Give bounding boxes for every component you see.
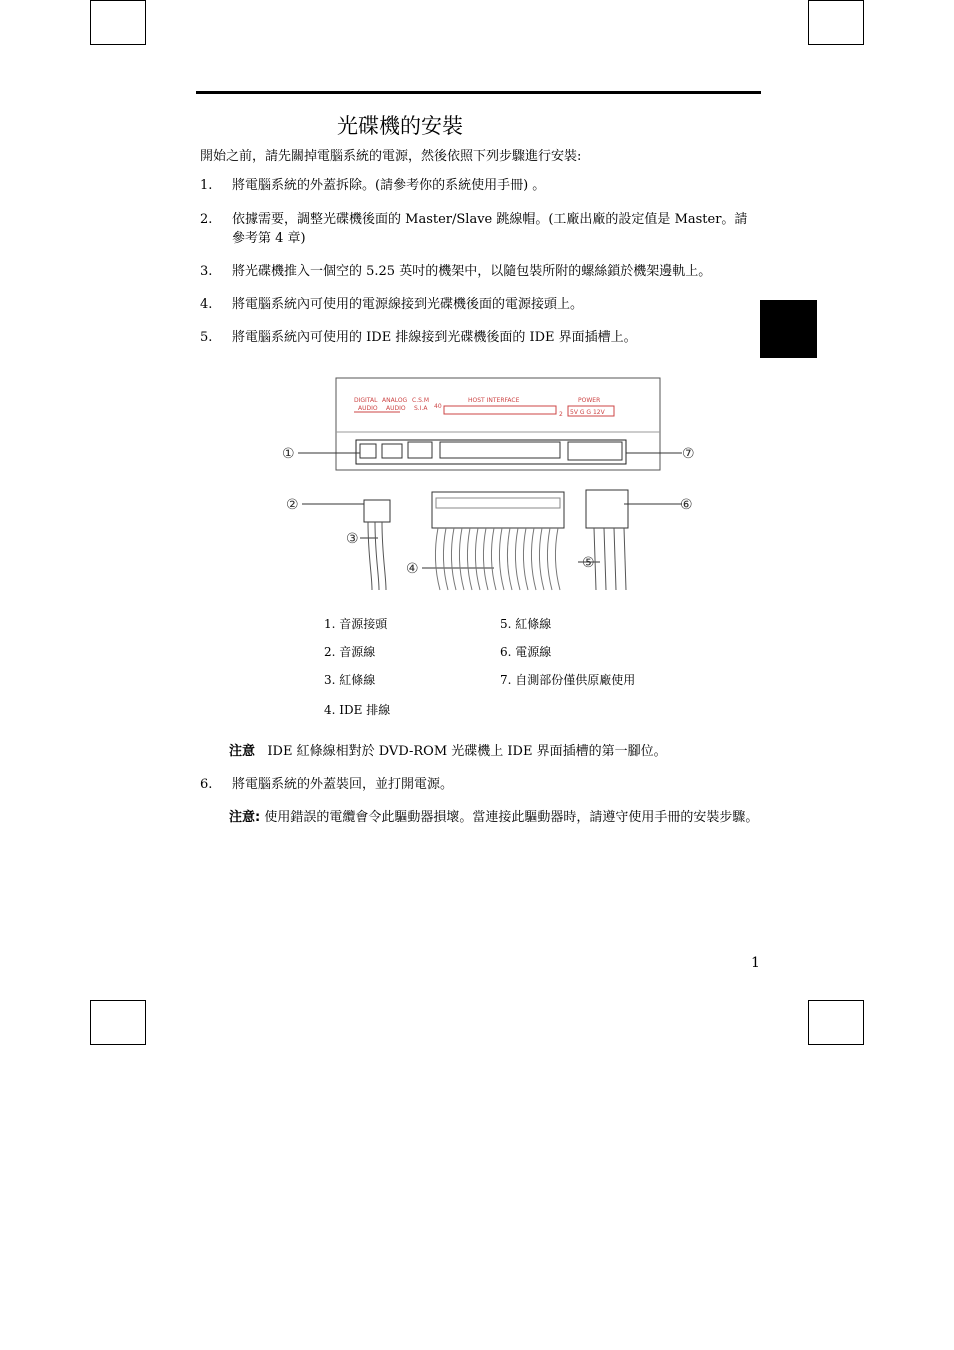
label-audio-2: AUDIO [386,405,406,412]
step-text: 依據需要，調整光碟機後面的 Master/Slave 跳線帽。(工廠出廠的設定值是 Master。請參考第 4 章) [232,212,748,246]
legend-item: 1. 音源接頭 [324,617,388,631]
legend-item: 5. 紅條線 [500,617,552,631]
legend-item: 7. 自測部份僅供原廠使用 [500,673,636,687]
label-voltage: 5V G G 12V [570,409,605,416]
section-tab [760,300,817,358]
legend-item: 4. IDE 排線 [324,703,391,717]
callout-3: ③ [346,531,359,547]
step-number: 3. [200,264,213,279]
label-power: POWER [578,397,601,404]
step-text: 將電腦系統的外蓋拆除。(請參考你的系統使用手冊) 。 [232,178,546,193]
note-text: IDE 紅條線相對於 DVD-ROM 光碟機上 IDE 界面插槽的第一腳位。 [267,744,667,759]
step-text: 將電腦系統內可使用的電源線接到光碟機後面的電源接頭上。 [232,297,584,312]
note-label: 注意: [229,810,261,825]
step-text: 將電腦系統的外蓋裝回，並打開電源。 [232,777,454,792]
step-number: 6. [200,777,213,792]
page-title: 光碟機的安裝 [337,114,463,138]
legend-item: 2. 音源線 [324,645,376,659]
label-pin-40: 40 [434,403,442,410]
intro-text: 開始之前，請先關掉電腦系統的電源，然後依照下列步驟進行安裝: [200,149,582,164]
label-host-interface: HOST INTERFACE [468,397,520,404]
legend-item: 3. 紅條線 [324,673,376,687]
drive-back-panel [336,378,660,470]
label-pin-2: 2 [559,411,563,418]
page-number: 1 [751,955,760,971]
header-rule [196,91,761,94]
note-text: 使用錯誤的電纜會令此驅動器損壞。當連接此驅動器時，請遵守使用手冊的安裝步驟。 [260,810,759,825]
label-analog: ANALOG [382,397,408,404]
label-sia: S.I.A [414,405,428,412]
step-number: 5. [200,330,213,345]
callout-1: ① [282,446,295,462]
step-text: 將光碟機推入一個空的 5.25 英吋的機架中，以隨包裝所附的螺絲鎖於機架邊軌上。 [232,264,712,279]
audio-connector [360,444,376,458]
step-text: 將電腦系統內可使用的 IDE 排線接到光碟機後面的 IDE 界面插槽上。 [232,330,637,345]
power-cable-plug [586,490,628,528]
audio-cable-plug [364,500,390,522]
step-number: 2. [200,212,213,227]
ide-connector [440,442,560,458]
step-number: 1. [200,178,213,193]
note-red-stripe [229,742,759,761]
callout-2: ② [286,497,299,513]
callout-7: ⑦ [682,446,695,462]
crop-mark-bottom-right [808,1000,864,1045]
label-audio-1: AUDIO [358,405,378,412]
note-warning [229,808,759,827]
callout-5: ⑤ [582,555,595,571]
power-connector [568,442,622,460]
crop-mark-top-left [90,0,146,45]
legend-item: 6. 電源線 [500,645,552,659]
crop-mark-top-right [808,0,864,45]
note-label: 注意 [229,744,256,759]
crop-mark-bottom-left [90,1000,146,1045]
connector-diagram [280,370,710,595]
label-csm: C.S.M [412,397,429,404]
ide-cable-plug [432,492,564,528]
step-number: 4. [200,297,213,312]
label-digital: DIGITAL [354,397,378,404]
callout-4: ④ [406,561,419,577]
callout-6: ⑥ [680,497,693,513]
